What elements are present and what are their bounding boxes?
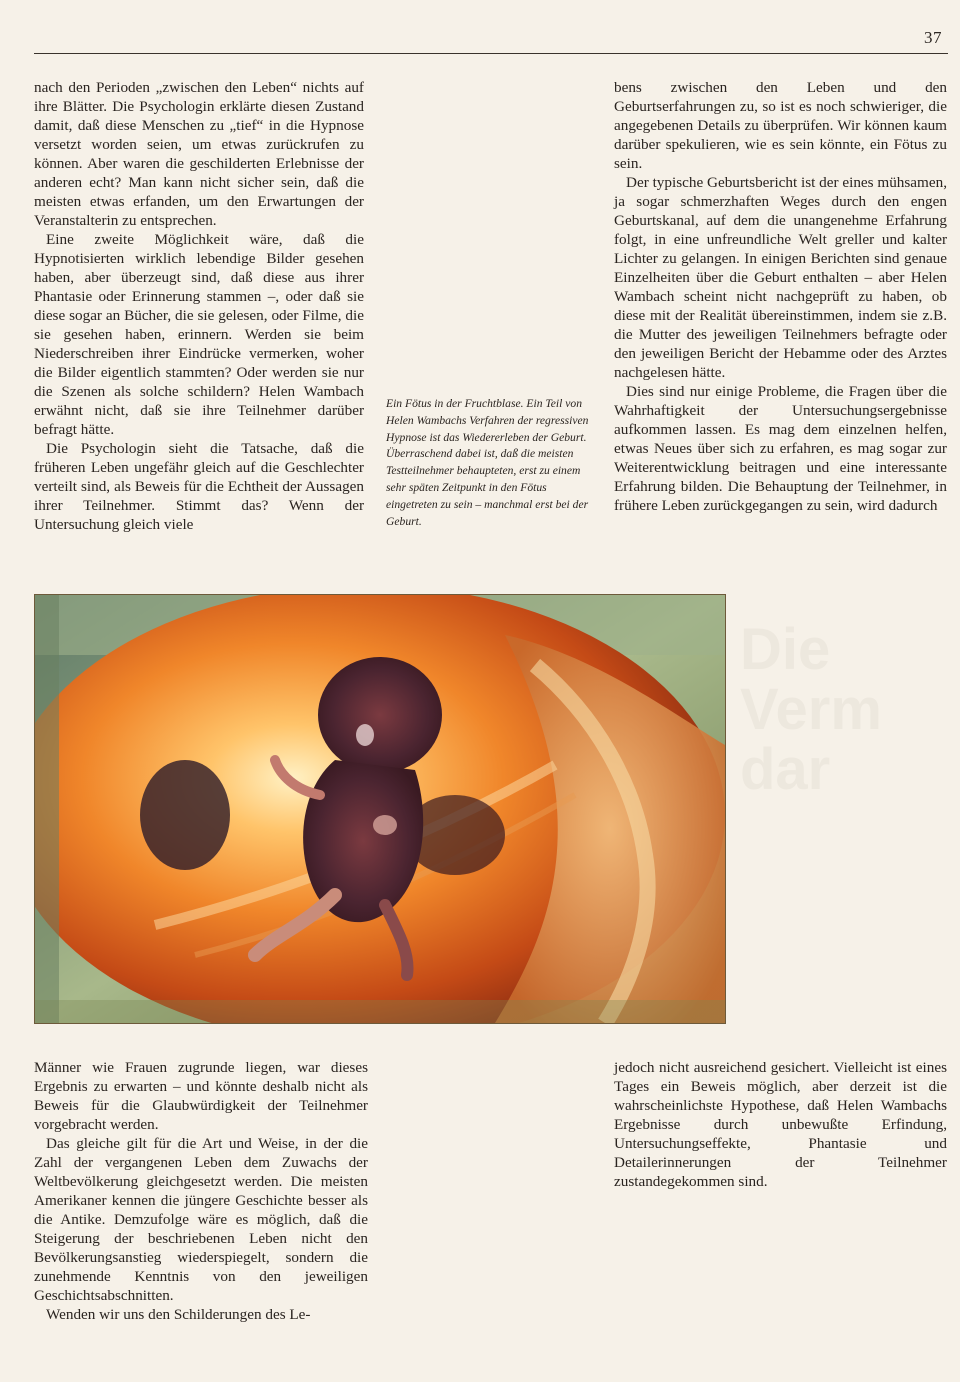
text-column-right-top: [614, 78, 947, 515]
page-number: 37: [924, 28, 942, 47]
photo-caption: Ein Fötus in der Fruchtblase. Ein Teil von Helen Wambachs Verfahren der regressiven Hypnose ist das Wiedererleben der Geburt. Überraschend dabei ist, daß die meisten Testteilnehmer behaupteten, erst zu einem sehr späten Zeitpunkt in den Fötus eingetreten zu sein – manchmal erst bei der Geburt.: [386, 397, 589, 528]
paragraph: Eine zweite Möglichkeit wäre, daß die Hypnotisierten wirklich lebendige Bilder gesehen haben, aber überzeugt sind, daß diese aus ihrer Phantasie oder Erinnerung stammen –, oder daß sie diese sogar an Bücher, die sie gelesen, oder Filme, die sie gesehen haben, erinnern. Werden sie beim Niederschreiben ihrer Eindrücke vermerken, woher die Bilder eigentlich stammten? Oder werden sie nur die Szenen als solche schildern? Helen Wambach erwähnt nicht, daß sie ihre Teilnehmer darüber befragt hätte.: [34, 231, 364, 438]
fetus-photo: [34, 594, 726, 1024]
paragraph: Die Psychologin sieht die Tatsache, daß die früheren Leben ungefähr gleich auf die Geschlechter verteilt sind, als Beweis für die Echtheit der Aussagen ihrer Teilnehmer. Stimmt das? Wenn der Untersuchung gleich viele: [34, 440, 364, 533]
paragraph: Dies sind nur einige Probleme, die Fragen über die Wahrhaftigkeit der Untersuchungsergebnisse aufkommen lassen. Es mag dem einzelnen helfen, etwas Neues über sich zu erfahren, es mag sogar zur Weiterentwicklung beitragen und eine interessante Erfahrung bilden. Die Behauptung der Teilnehmer, in frühere Leben zurückgegangen zu sein, wird dadurch: [614, 383, 947, 514]
paragraph: Der typische Geburtsbericht ist der eines mühsamen, ja sogar schmerzhaften Weges durch den engen Geburtskanal, auf dem die unangenehme Erfahrung folgt, in eine unfreundliche Welt greller und kalter Lichter zu gelangen. In einigen Berichten sind genaue Einzelheiten über die Geburt enthalten – aber Helen Wambach scheint nicht nachgeprüft zu haben, ob diese mit der Realität übereinstimmen, indem sie z.B. die Mutter des jeweiligen Teilnehmers befragte oder den jeweiligen Bericht der Hebamme oder des Arztes nachgelesen hätte.: [614, 174, 947, 381]
text-column-left-top: [34, 78, 364, 534]
paragraph: jedoch nicht ausreichend gesichert. Vielleicht ist eines Tages ein Beweis möglich, aber derzeit ist die wahrscheinlichste Hypothese, daß Helen Wambachs Ergebnisse durch unbewußte Erfindung, Untersuchungseffekte, Phantasie und Detailerinnerungen der Teilnehmer zustandegekommen sind.: [614, 1059, 947, 1190]
faint-background-heading: Die Verm dar: [740, 620, 882, 800]
paragraph: bens zwischen den Leben und den Geburtserfahrungen zu, so ist es noch schwieriger, die angegebenen Details zu überprüfen. Wir können kaum darüber spekulieren, wie es sein könnte, ein Fötus zu sein.: [614, 79, 947, 172]
paragraph: Männer wie Frauen zugrunde liegen, war dieses Ergebnis zu erwarten – und könnte deshalb nicht als Beweis für die Glaubwürdigkeit der Teilnehmer vorgebracht werden.: [34, 1059, 368, 1133]
paragraph: Das gleiche gilt für die Art und Weise, in der die Zahl der vergangenen Leben dem Zuwachs der Weltbevölkerung gleichgesetzt werden. Die meisten Amerikaner kennen die jüngere Geschichte besser als die Antike. Demzufolge wäre es möglich, daß die Steigerung der beschriebenen Leben nicht den Bevölkerungsanstieg wiederspiegelt, sondern die zunehmende Kenntnis von den jeweiligen Geschichtsabschnitten.: [34, 1135, 368, 1304]
header-rule: [34, 53, 948, 54]
text-column-right-bottom: [614, 1058, 947, 1191]
fetus-illustration: [35, 595, 725, 1023]
paragraph: nach den Perioden „zwischen den Leben“ nichts auf ihre Blätter. Die Psychologin erklärte diesen Zustand damit, daß diese Menschen zu „tief“ in die Hypnose versetzt worden seien, um etwas zurückrufen zu können. Aber waren die geschilderten Erlebnisse der anderen echt? Man kann nicht sicher sein, daß die meisten etwas erfanden, um den Erwartungen der Veranstalterin zu entsprechen.: [34, 79, 364, 229]
paragraph: Wenden wir uns den Schilderungen des Le-: [46, 1306, 311, 1323]
text-column-left-bottom: [34, 1058, 368, 1324]
